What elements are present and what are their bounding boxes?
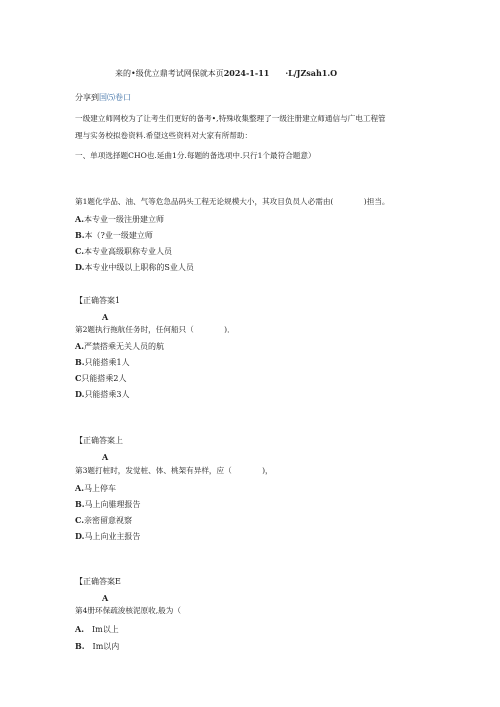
option-letter: A. [75, 624, 84, 634]
share-links[interactable]: 国⑸卷口 [99, 93, 131, 102]
question-1-option-a [75, 214, 164, 225]
option-letter: D. [75, 531, 85, 541]
option-text: 马上停车 [84, 484, 116, 493]
question-1-option-b [75, 230, 153, 241]
question-2-answer: A [102, 452, 109, 462]
option-letter: B. [75, 357, 85, 367]
question-2-option-c [75, 373, 126, 384]
question-3-option-a [75, 483, 116, 494]
question-2-option-b [75, 357, 130, 368]
header-code: ·L/JZsah1.O [285, 68, 338, 78]
intro-line-1: 一级建立师网校为了让考生们更好的备考•,特殊收集整理了一级注册建立师通信与广电工程管 [75, 114, 386, 123]
share-row [75, 93, 131, 103]
question-1-option-d [75, 262, 194, 273]
option-text: 只能搭乘3人 [84, 390, 130, 399]
header-title: 来的•级优立鼎考试网保就本页 [115, 69, 224, 78]
option-letter: C. [75, 246, 85, 256]
option-letter: A. [75, 341, 84, 351]
question-4-option-a [75, 624, 119, 635]
question-2-answer-label: 【正确答案上 [75, 436, 123, 445]
option-letter: D. [75, 389, 85, 399]
option-text: 马上向业主报告 [84, 532, 141, 541]
question-3-answer: A [102, 593, 109, 603]
option-letter: D. [75, 262, 85, 272]
question-3-option-d [75, 531, 140, 542]
question-1-answer-label: 【正确答案1 [75, 296, 121, 305]
option-letter: B. [75, 230, 85, 240]
option-text: 只能搭乘1人 [84, 358, 130, 367]
question-1-answer: A [102, 312, 109, 322]
option-letter: A. [75, 214, 84, 224]
question-2-option-d [75, 389, 130, 400]
option-text: 本专业中级以上职称的S业人员 [84, 263, 194, 272]
option-text: Im以内 [84, 642, 120, 651]
share-prefix: 分享到 [75, 93, 99, 102]
question-1-option-c [75, 246, 172, 257]
question-2-stem: 第2题执行拖航任务时，任何船只（ )． [75, 325, 235, 334]
option-letter: C. [75, 515, 85, 525]
question-2-option-a [75, 341, 164, 352]
header-date: 2024-1-11 [223, 68, 270, 78]
section-heading: 一、单项选择题CHO也.延曲1分.每题的备选项中.只行1个最符合题意） [75, 151, 316, 160]
option-text: 本专业高级职称专业人员 [84, 247, 173, 256]
option-text: 只能搭乘2人 [81, 374, 127, 383]
option-text: 严禁搭乘无关人员的航 [84, 342, 164, 351]
option-letter: C [75, 373, 82, 383]
question-4-stem: 第4册环保疏浚核泥原收,般为（ [75, 606, 181, 615]
intro-line-2: 理与实务校拟卷资料.希望这些资料对大家有所帮助： [75, 131, 253, 140]
option-letter: B. [75, 499, 85, 509]
question-1-stem: 第1题化学品、油、气等危急品码头工程无论规模大小，其攻目负员人必需由( )担当。 [75, 197, 390, 206]
page-header [115, 68, 337, 79]
option-letter: B. [75, 641, 85, 651]
option-text: 亲密留意视察 [84, 516, 133, 525]
option-text: 本专业一级注册建立师 [84, 215, 164, 224]
question-3-stem: 第3题打桩时，发觉桩、体、桃架有异样，应（ )， [75, 466, 273, 475]
question-3-option-c [75, 515, 132, 526]
option-text: Im以上 [84, 625, 119, 634]
option-text: 马上向骓理报告 [84, 500, 141, 509]
option-text: 本（?业一级建立师 [84, 231, 153, 240]
question-3-option-b [75, 499, 141, 510]
option-letter: A. [75, 483, 84, 493]
question-3-answer-label: 【正确答案E [75, 577, 121, 586]
question-4-option-b [75, 641, 119, 652]
